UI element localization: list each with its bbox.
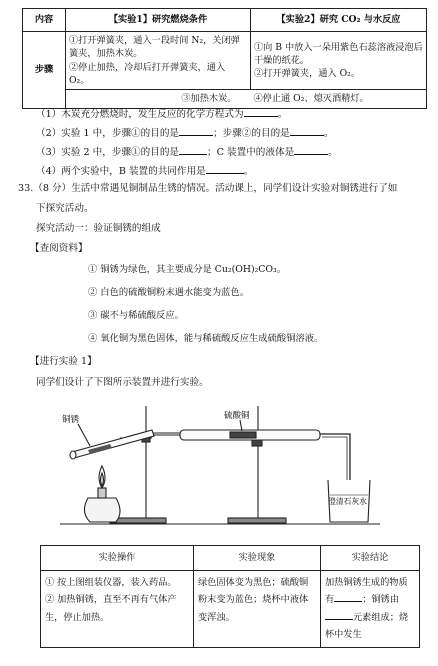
table-row	[41, 571, 420, 648]
answer-blank[interactable]	[334, 593, 362, 602]
activity-1-title: 探究活动一：验证铜锈的组成	[36, 223, 161, 234]
answer-blank[interactable]	[244, 108, 278, 117]
exp1-step2: ②停止加热，冷却后打开弹簧夹，通入 O₂。	[69, 61, 226, 87]
answer-blank[interactable]	[179, 146, 207, 155]
exp1-steps-cell	[66, 32, 251, 90]
problem-33-line1: 33.（8 分）生活中常遇见铜制品生锈的情况。活动课上，同学们设计实验对铜锈进行了如	[18, 183, 398, 194]
table-row-shared	[23, 90, 427, 108]
operation-2: ② 加热铜锈，直至不再有气体产生，停止加热。	[45, 594, 177, 623]
exp1-step1: ①打开弹簧夹，通入一段时间 N₂，关闭弹簧夹，加热木炭。	[69, 35, 240, 60]
header-phenomenon: 实验现象	[194, 546, 321, 571]
info-item-4: ④ 氧化铜为黑色固体，能与稀硫酸反应生成硫酸铜溶液。	[88, 333, 324, 344]
table-row-steps	[23, 32, 427, 90]
consult-heading: 【查阅资料】	[30, 243, 88, 254]
heating-tube	[72, 430, 154, 458]
question-2: （2）实验 1 中，步骤①的目的是 ；步骤②的目的是 。	[36, 128, 334, 139]
answer-blank[interactable]	[294, 146, 328, 155]
experiment-result-table	[40, 545, 420, 648]
label-limewater: 澄清石灰水	[328, 497, 367, 506]
operation-1: ① 按上图组装仪器，装入药品。	[45, 577, 177, 588]
copper-sulfate-powder	[230, 432, 256, 438]
answer-blank[interactable]	[179, 127, 213, 136]
row-label-steps: 步骤	[23, 32, 66, 109]
table-header-row	[23, 9, 427, 32]
experiment-intro: 同学们设计了下图所示装置并进行实验。	[36, 377, 209, 388]
operation-cell	[41, 571, 194, 648]
exp2-step2: ②打开弹簧夹，通入 O₂。	[254, 68, 361, 80]
problem-33-line2: 下探究活动。	[36, 203, 94, 214]
answer-blank[interactable]	[290, 127, 324, 136]
header-exp2: 【实验2】研究 CO₂ 与水反应	[251, 9, 427, 32]
header-content: 内容	[23, 9, 66, 32]
apparatus-diagram	[60, 400, 380, 532]
answer-blank[interactable]	[325, 611, 353, 620]
label-copper-rust: 铜锈	[62, 415, 80, 425]
conclusion-cell: 加热铜锈生成的物质有 ；铜锈由元素组成；烧杯中发生	[321, 571, 420, 648]
stand-base-middle	[228, 518, 286, 523]
table-header-row	[41, 546, 420, 571]
phenomenon-cell: 绿色固体变为黑色；硫酸铜粉末变为蓝色；烧杯中液体变浑浊。	[194, 571, 321, 648]
question-3: （3）实验 2 中，步骤①的目的是 ；C 装置中的液体是 。	[36, 147, 338, 158]
experiment-heading: 【进行实验 1】	[30, 356, 97, 367]
question-4: （4）两个实验中，B 装置的共同作用是 。	[36, 166, 254, 177]
header-exp1: 【实验1】研究燃烧条件	[66, 9, 251, 32]
info-item-1: ① 铜锈为绿色，其主要成分是 Cu₂(OH)₂CO₃。	[88, 264, 287, 275]
header-operation: 实验操作	[41, 546, 194, 571]
label-copper-sulfate: 硫酸铜	[224, 411, 250, 421]
question-1: （1）木炭充分燃烧时，发生反应的化学方程式为 。	[36, 109, 288, 120]
exp2-steps-cell	[251, 32, 427, 90]
info-item-2: ② 白色的硫酸铜粉末遇水能变为蓝色。	[88, 287, 250, 298]
exp1-step3: ③加热木炭。	[66, 90, 251, 108]
info-item-3: ③ 碳不与稀硫酸反应。	[88, 310, 184, 321]
answer-blank[interactable]	[206, 165, 244, 174]
exp2-step1: ①向 B 中放入一朵用紫色石蕊溶液浸泡后干燥的纸花。	[254, 41, 423, 67]
alcohol-lamp	[84, 498, 120, 522]
experiment-comparison-table	[22, 8, 427, 109]
exp2-step3: ④停止通 O₂、熄灭酒精灯。	[251, 90, 427, 108]
header-conclusion: 实验结论	[321, 546, 420, 571]
